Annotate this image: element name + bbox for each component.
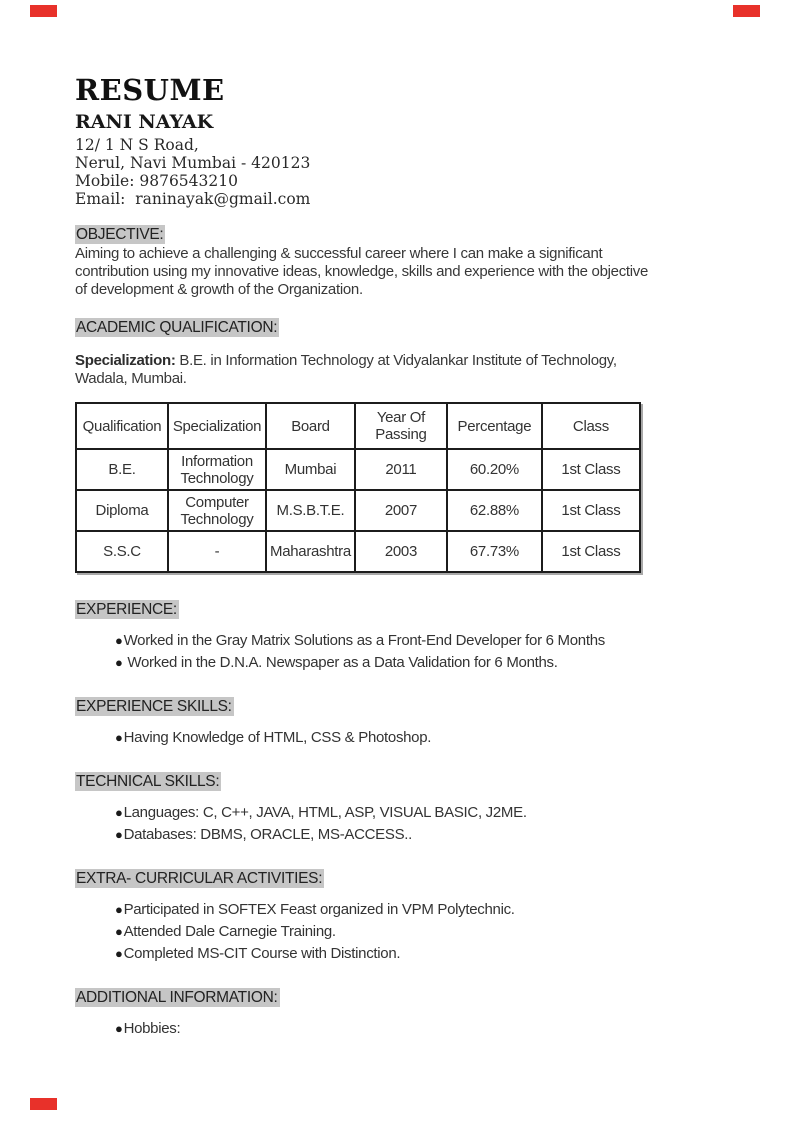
address-line-2: Nerul, Navi Mumbai - 420123 bbox=[75, 154, 311, 172]
cell-class: 1st Class bbox=[542, 490, 640, 531]
objective-heading-label: OBJECTIVE: bbox=[76, 226, 164, 243]
technical-skills-list bbox=[75, 802, 725, 846]
extra-curricular-item-text: Attended Dale Carnegie Training. bbox=[123, 923, 336, 940]
red-corner-mark-top-left bbox=[30, 5, 57, 17]
list-item bbox=[115, 824, 725, 846]
extra-curricular-list bbox=[75, 899, 725, 965]
experience-heading-label: EXPERIENCE: bbox=[76, 601, 177, 618]
bullet-icon: ● bbox=[115, 655, 123, 670]
objective-line: contribution using my innovative ideas, knowledge, skills and experience with the objective bbox=[75, 263, 649, 280]
additional-information-heading-label: ADDITIONAL INFORMATION: bbox=[76, 989, 278, 1006]
extra-curricular-item-text: Completed MS-CIT Course with Distinction. bbox=[123, 945, 401, 962]
specialization-label: Specialization: bbox=[75, 352, 176, 369]
experience-item-text: Worked in the D.N.A. Newspaper as a Data Validation for 6 Months. bbox=[123, 654, 558, 671]
list-item bbox=[115, 899, 725, 921]
experience-item-text: Worked in the Gray Matrix Solutions as a Front-End Developer for 6 Months bbox=[123, 632, 605, 649]
list-item bbox=[115, 652, 725, 674]
table-header-specialization: Specialization bbox=[168, 403, 266, 449]
list-item bbox=[115, 1018, 725, 1040]
specialization-text-line-2: Wadala, Mumbai. bbox=[75, 370, 187, 387]
objective-paragraph bbox=[75, 245, 725, 299]
technical-skills-heading bbox=[75, 773, 725, 790]
cell-board: Maharashtra bbox=[266, 531, 355, 572]
objective-line: Aiming to achieve a challenging & successful career where I can make a significant bbox=[75, 245, 603, 262]
bullet-icon: ● bbox=[115, 827, 123, 842]
list-item bbox=[115, 921, 725, 943]
table-header-class: Class bbox=[542, 403, 640, 449]
cell-specialization: - bbox=[168, 531, 266, 572]
list-item bbox=[115, 802, 725, 824]
experience-heading bbox=[75, 601, 725, 618]
table-header-year-of-passing: Year Of Passing bbox=[355, 403, 447, 449]
page-title: RESUME bbox=[75, 73, 225, 107]
bullet-icon: ● bbox=[115, 1021, 123, 1036]
cell-percentage: 62.88% bbox=[447, 490, 542, 531]
cell-specialization: Information Technology bbox=[168, 449, 266, 490]
bullet-icon: ● bbox=[115, 924, 123, 939]
experience-skills-heading bbox=[75, 698, 725, 715]
bullet-icon: ● bbox=[115, 730, 123, 745]
resume-page bbox=[75, 74, 725, 1040]
experience-skills-heading-label: EXPERIENCE SKILLS: bbox=[76, 698, 232, 715]
cell-qualification: S.S.C bbox=[76, 531, 168, 572]
cell-year: 2011 bbox=[355, 449, 447, 490]
technical-skills-item-text: Languages: C, C++, JAVA, HTML, ASP, VISUAL BASIC, J2ME. bbox=[123, 804, 527, 821]
objective-line: of development & growth of the Organization. bbox=[75, 281, 363, 298]
table-header-board: Board bbox=[266, 403, 355, 449]
list-item bbox=[115, 943, 725, 965]
extra-curricular-item-text: Participated in SOFTEX Feast organized in VPM Polytechnic. bbox=[123, 901, 515, 918]
table-header-qualification: Qualification bbox=[76, 403, 168, 449]
qualification-table bbox=[75, 402, 641, 573]
academic-qualification-heading-label: ACADEMIC QUALIFICATION: bbox=[76, 319, 278, 336]
table-row bbox=[76, 531, 640, 572]
table-row bbox=[76, 490, 640, 531]
experience-skills-list bbox=[75, 727, 725, 749]
experience-skills-item-text: Having Knowledge of HTML, CSS & Photoshop. bbox=[123, 729, 432, 746]
cell-board: Mumbai bbox=[266, 449, 355, 490]
cell-qualification: Diploma bbox=[76, 490, 168, 531]
bullet-icon: ● bbox=[115, 946, 123, 961]
person-name: RANI NAYAK bbox=[75, 111, 214, 133]
mobile-line: Mobile: 9876543210 bbox=[75, 172, 238, 190]
contact-block bbox=[75, 136, 725, 208]
cell-board: M.S.B.T.E. bbox=[266, 490, 355, 531]
cell-qualification: B.E. bbox=[76, 449, 168, 490]
bullet-icon: ● bbox=[115, 902, 123, 917]
cell-class: 1st Class bbox=[542, 531, 640, 572]
email-line: Email: raninayak@gmail.com bbox=[75, 190, 311, 208]
table-row bbox=[76, 449, 640, 490]
red-corner-mark-bottom-left bbox=[30, 1098, 57, 1110]
objective-heading bbox=[75, 226, 725, 243]
cell-specialization: Computer Technology bbox=[168, 490, 266, 531]
cell-percentage: 60.20% bbox=[447, 449, 542, 490]
academic-qualification-heading bbox=[75, 319, 725, 336]
technical-skills-item-text: Databases: DBMS, ORACLE, MS-ACCESS.. bbox=[123, 826, 413, 843]
list-item bbox=[115, 630, 725, 652]
specialization-text: B.E. in Information Technology at Vidyalankar Institute of Technology, bbox=[175, 352, 617, 369]
cell-year: 2007 bbox=[355, 490, 447, 531]
cell-year: 2003 bbox=[355, 531, 447, 572]
table-header-row bbox=[76, 403, 640, 449]
address-line-1: 12/ 1 N S Road, bbox=[75, 136, 199, 154]
cell-percentage: 67.73% bbox=[447, 531, 542, 572]
bullet-icon: ● bbox=[115, 805, 123, 820]
bullet-icon: ● bbox=[115, 633, 123, 648]
additional-information-item-text: Hobbies: bbox=[123, 1020, 181, 1037]
cell-class: 1st Class bbox=[542, 449, 640, 490]
technical-skills-heading-label: TECHNICAL SKILLS: bbox=[76, 773, 220, 790]
specialization-paragraph bbox=[75, 352, 725, 388]
additional-information-heading bbox=[75, 989, 725, 1006]
list-item bbox=[115, 727, 725, 749]
additional-information-list bbox=[75, 1018, 725, 1040]
table-header-percentage: Percentage bbox=[447, 403, 542, 449]
extra-curricular-heading bbox=[75, 870, 725, 887]
red-corner-mark-top-right bbox=[733, 5, 760, 17]
extra-curricular-heading-label: EXTRA- CURRICULAR ACTIVITIES: bbox=[76, 870, 323, 887]
experience-list bbox=[75, 630, 725, 674]
